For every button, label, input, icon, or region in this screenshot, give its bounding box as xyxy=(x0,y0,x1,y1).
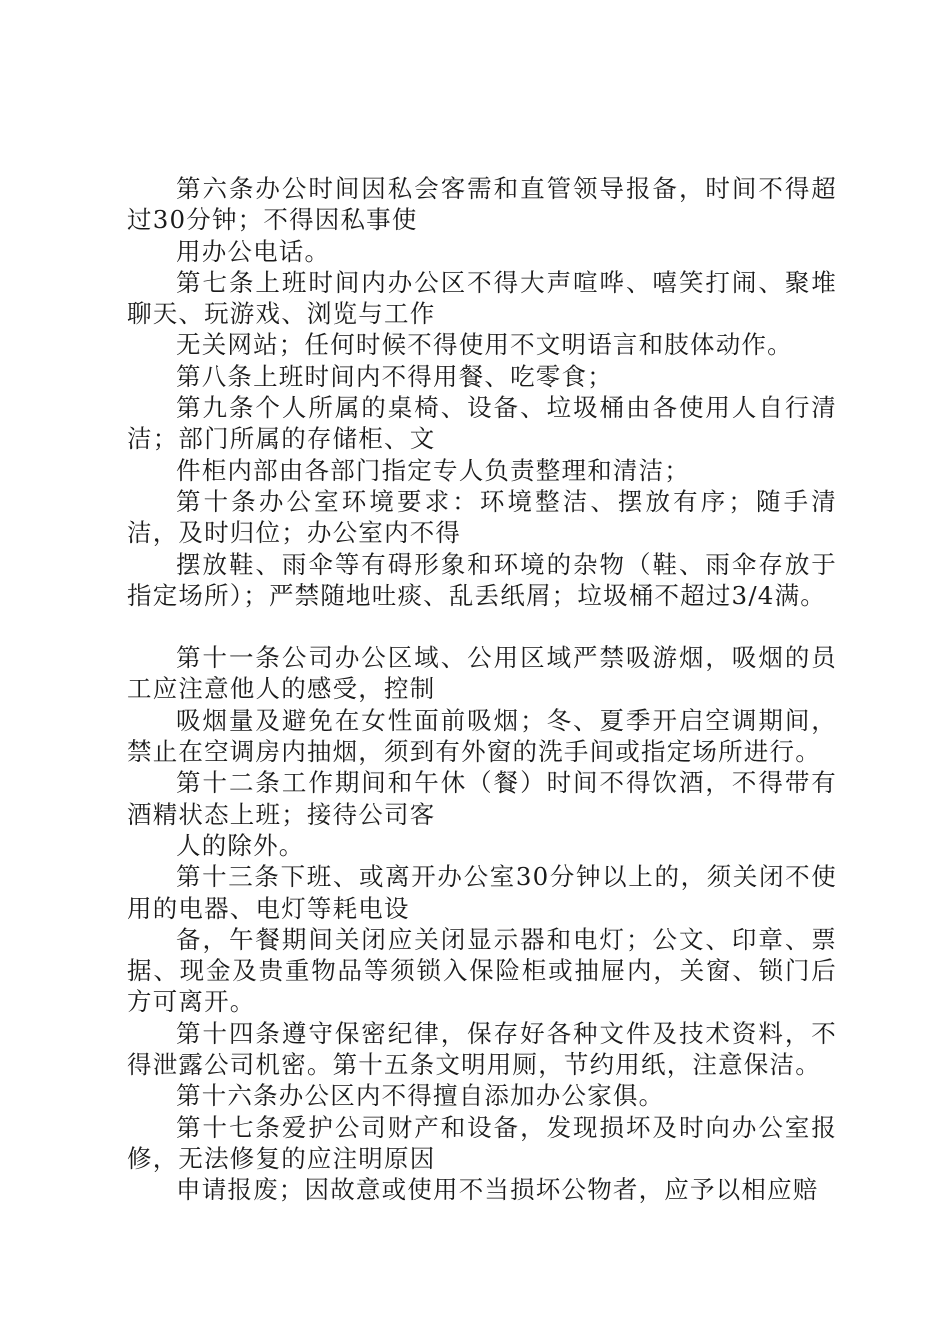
paragraph-article-6: 第六条办公时间因私会客需和直管领导报备，时间不得超过30分钟；不得因私事使 xyxy=(127,174,837,235)
paragraph-article-11-cont: 吸烟量及避免在女性面前吸烟；冬、夏季开启空调期间，禁止在空调房内抽烟，须到有外窗的洗手间或指定场所进行。 xyxy=(127,705,837,767)
paragraph-article-7-cont: 无关网站；任何时候不得使用不文明语言和肢体动作。 xyxy=(176,330,793,360)
paragraph-article-10-cont: 摆放鞋、雨伞等有碍形象和环境的杂物（鞋、雨伞存放于指定场所）；严禁随地吐痰、乱丢纸屑；垃圾桶不超过3/4满。 xyxy=(127,549,837,610)
paragraph-article-14-15: 第十四条遵守保密纪律，保存好各种文件及技术资料，不得泄露公司机密。第十五条文明用厕，节约用纸，注意保洁。 xyxy=(127,1018,837,1080)
paragraph-article-16: 第十六条办公区内不得擅自添加办公家俱。 xyxy=(176,1081,665,1111)
paragraph-article-7: 第七条上班时间内办公区不得大声喧哗、嘻笑打闹、聚堆聊天、玩游戏、浏览与工作 xyxy=(127,267,837,329)
paragraph-article-10: 第十条办公室环境要求：环境整洁、摆放有序；随手清洁，及时归位；办公室内不得 xyxy=(127,486,837,548)
paragraph-article-9-cont: 件柜内部由各部门指定专人负责整理和清洁； xyxy=(176,455,690,485)
document-body xyxy=(127,173,837,1206)
paragraph-article-17: 第十七条爱护公司财产和设备，发现损坏及时向办公室报修，无法修复的应注明原因 xyxy=(127,1112,837,1173)
paragraph-article-12: 第十二条工作期间和午休（餐）时间不得饮酒，不得带有酒精状态上班；接待公司客 xyxy=(127,768,837,829)
paragraph-article-8: 第八条上班时间内不得用餐、吃零食； xyxy=(176,361,613,391)
paragraph-article-13: 第十三条下班、或离开办公室30分钟以上的，须关闭不使用的电器、电灯等耗电设 xyxy=(127,862,837,923)
paragraph-article-12-cont: 人的除外。 xyxy=(176,830,305,860)
paragraph-article-6-cont: 用办公电话。 xyxy=(176,236,331,266)
paragraph-article-9: 第九条个人所属的桌椅、设备、垃圾桶由各使用人自行清洁；部门所属的存储柜、文 xyxy=(127,393,837,454)
paragraph-article-11: 第十一条公司办公区域、公用区域严禁吸游烟，吸烟的员工应注意他人的感受，控制 xyxy=(127,643,837,704)
paragraph-article-13-cont: 备，午餐期间关闭应关闭显示器和电灯；公文、印章、票据、现金及贵重物品等须锁入保险柜或抽屉内，关窗、锁门后方可离开。 xyxy=(127,924,837,1017)
paragraph-article-17-cont: 申请报废；因故意或使用不当损坏公物者，应予以相应赔 xyxy=(176,1175,819,1205)
paragraph-spacer xyxy=(127,611,837,642)
